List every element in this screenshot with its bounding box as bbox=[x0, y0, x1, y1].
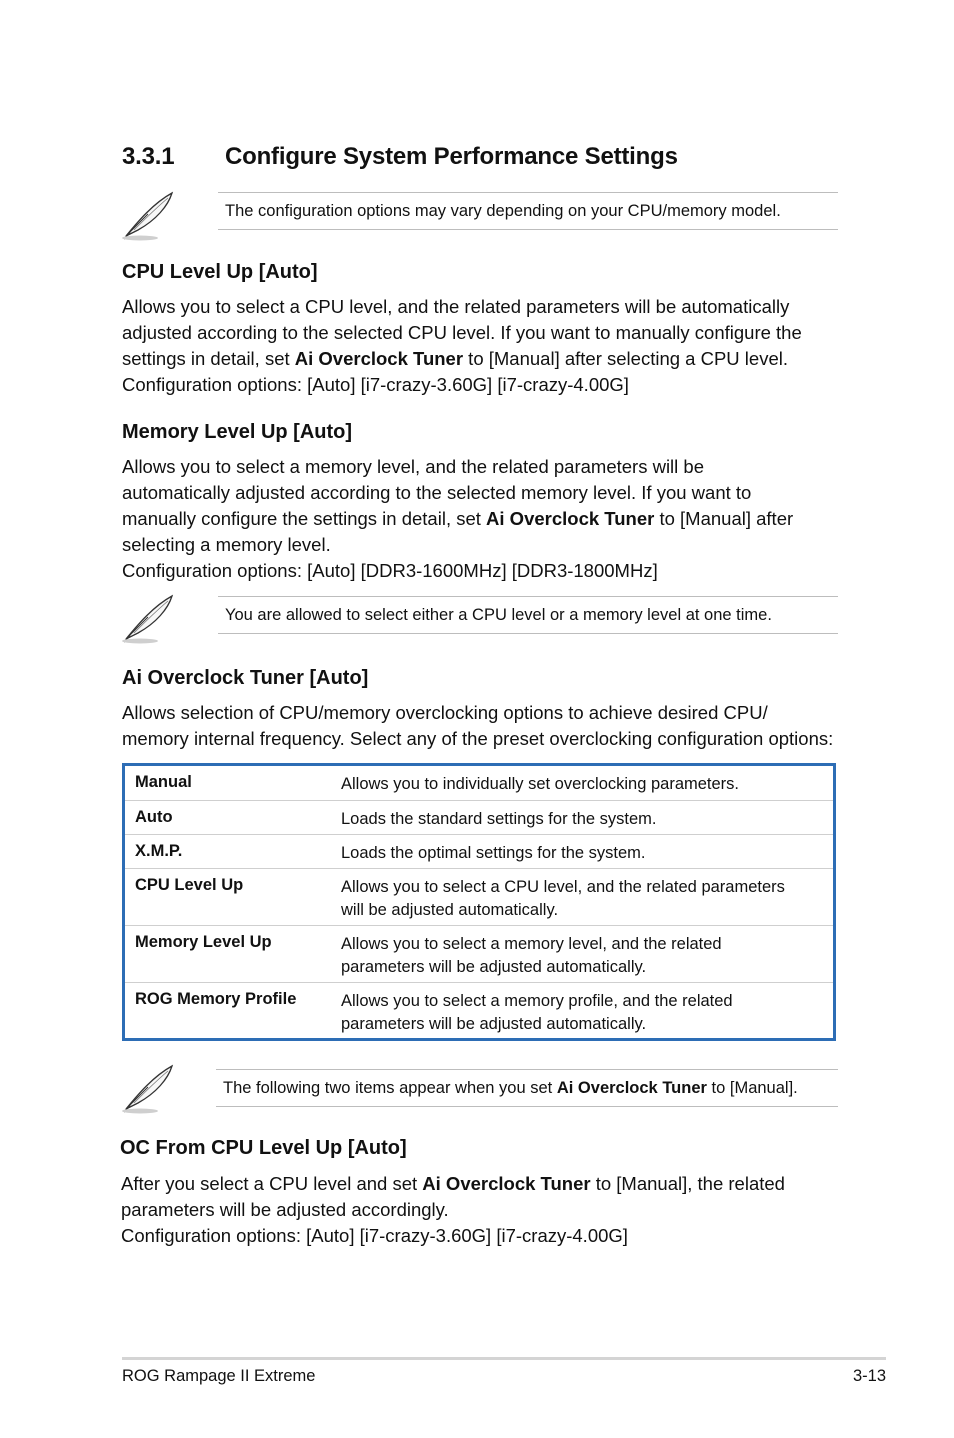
memory-level-description bbox=[122, 454, 844, 584]
text-run: manually configure the settings in detail, set bbox=[122, 508, 487, 529]
memory-level-heading: Memory Level Up [Auto] bbox=[122, 421, 353, 443]
options-table bbox=[122, 763, 836, 1041]
text-line: adjusted according to the selected CPU level. If you want to manually configure the bbox=[122, 322, 802, 343]
option-name: X.M.P. bbox=[135, 842, 183, 860]
table-row bbox=[125, 801, 833, 835]
config-options: Configuration options: [Auto] [i7-crazy-3.60G] [i7-crazy-4.00G] bbox=[121, 1225, 628, 1246]
section-number: 3.3.1 bbox=[122, 143, 175, 170]
footer-product-name: ROG Rampage II Extreme bbox=[122, 1367, 316, 1385]
option-description bbox=[341, 933, 821, 979]
description-line: will be adjusted automatically. bbox=[341, 901, 559, 919]
text-run: to [Manual] after selecting a CPU level. bbox=[463, 348, 788, 369]
description-line: Loads the standard settings for the system. bbox=[341, 810, 657, 828]
text-run: The following two items appear when you set bbox=[223, 1079, 557, 1097]
description-line: parameters will be adjusted automatically. bbox=[341, 1015, 647, 1033]
config-options: Configuration options: [Auto] [DDR3-1600MHz] [DDR3-1800MHz] bbox=[122, 560, 658, 581]
note-box bbox=[216, 1069, 838, 1107]
section-title: Configure System Performance Settings bbox=[225, 143, 678, 170]
option-name: ROG Memory Profile bbox=[135, 990, 297, 1008]
option-description bbox=[341, 773, 821, 796]
text-run: to [Manual], the related bbox=[590, 1173, 785, 1194]
note-text: You are allowed to select either a CPU level or a memory level at one time. bbox=[225, 606, 772, 624]
page-number: 3-13 bbox=[852, 1367, 886, 1385]
option-name: CPU Level Up bbox=[135, 876, 244, 894]
oc-cpu-heading: OC From CPU Level Up [Auto] bbox=[120, 1137, 407, 1159]
description-line: Allows you to select a memory level, and the related bbox=[341, 935, 722, 953]
ai-tuner-heading: Ai Overclock Tuner [Auto] bbox=[122, 667, 369, 689]
footer-divider bbox=[122, 1357, 886, 1360]
text-run: to [Manual] after bbox=[654, 508, 794, 529]
text-line bbox=[122, 346, 844, 372]
option-description bbox=[341, 808, 821, 831]
pen-nib-icon bbox=[118, 1063, 178, 1115]
option-name: Manual bbox=[135, 773, 192, 791]
cpu-level-description bbox=[122, 294, 844, 398]
table-row bbox=[125, 835, 833, 869]
bold-term: Ai Overclock Tuner bbox=[422, 1173, 591, 1194]
option-description bbox=[341, 876, 821, 922]
cpu-level-heading: CPU Level Up [Auto] bbox=[122, 261, 318, 283]
ai-tuner-description bbox=[122, 700, 844, 752]
text-line bbox=[122, 506, 844, 532]
text-run: to [Manual]. bbox=[706, 1079, 798, 1097]
description-line: Allows you to individually set overclocking parameters. bbox=[341, 775, 740, 793]
section-heading bbox=[122, 143, 678, 171]
pen-nib-icon bbox=[118, 190, 178, 242]
table-row bbox=[125, 766, 833, 801]
pen-nib-icon bbox=[118, 593, 178, 645]
text-run: After you select a CPU level and set bbox=[121, 1173, 423, 1194]
option-name: Memory Level Up bbox=[135, 933, 272, 951]
text-line: Allows you to select a CPU level, and the related parameters will be automatically bbox=[122, 296, 790, 317]
option-name: Auto bbox=[135, 808, 173, 826]
description-line: Allows you to select a CPU level, and the related parameters bbox=[341, 878, 785, 896]
table-row bbox=[125, 983, 833, 1038]
text-line: Allows you to select a memory level, and the related parameters will be bbox=[122, 456, 704, 477]
text-line bbox=[121, 1171, 843, 1197]
description-line: Loads the optimal settings for the system. bbox=[341, 844, 646, 862]
option-description bbox=[341, 990, 821, 1036]
description-line: parameters will be adjusted automatically. bbox=[341, 958, 647, 976]
text-line: selecting a memory level. bbox=[122, 534, 331, 555]
note-text: The configuration options may vary depending on your CPU/memory model. bbox=[225, 202, 781, 220]
text-line: automatically adjusted according to the selected memory level. If you want to bbox=[122, 482, 752, 503]
note-text bbox=[223, 1079, 798, 1098]
bold-term: Ai Overclock Tuner bbox=[556, 1079, 707, 1097]
option-description bbox=[341, 842, 821, 865]
text-line: Allows selection of CPU/memory overclocking options to achieve desired CPU/ bbox=[122, 702, 768, 723]
oc-cpu-description bbox=[121, 1171, 843, 1249]
text-line: parameters will be adjusted accordingly. bbox=[121, 1199, 449, 1220]
bold-term: Ai Overclock Tuner bbox=[486, 508, 655, 529]
table-row bbox=[125, 926, 833, 983]
text-line: memory internal frequency. Select any of the preset overclocking configuration options: bbox=[122, 728, 834, 749]
table-row bbox=[125, 869, 833, 926]
note-box bbox=[218, 192, 838, 230]
text-run: settings in detail, set bbox=[122, 348, 295, 369]
note-box bbox=[218, 596, 838, 634]
config-options: Configuration options: [Auto] [i7-crazy-3.60G] [i7-crazy-4.00G] bbox=[122, 374, 629, 395]
bold-term: Ai Overclock Tuner bbox=[294, 348, 464, 369]
description-line: Allows you to select a memory profile, and the related bbox=[341, 992, 733, 1010]
